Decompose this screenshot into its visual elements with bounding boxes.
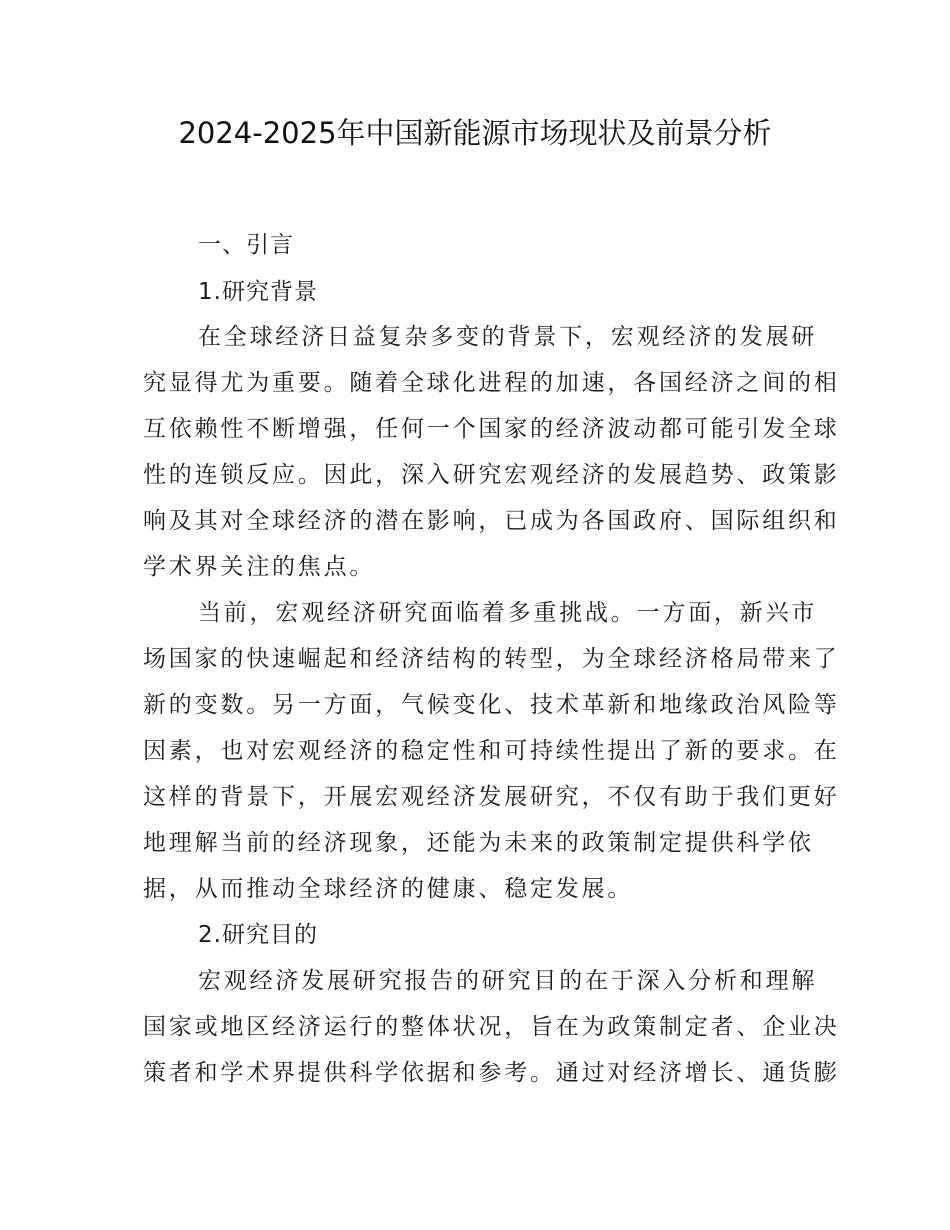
paragraph-line: 学术界关注的焦点。 — [143, 554, 376, 580]
paragraph-line: 当前，宏观经济研究面临着多重挑战。一方面，新兴市 — [198, 600, 818, 626]
paragraph-line: 互依赖性不断增强，任何一个国家的经济波动都可能引发全球 — [143, 416, 840, 442]
paragraph-line: 地理解当前的经济现象，还能为未来的政策制定提供科学依 — [143, 830, 814, 856]
paragraph-line: 国家或地区经济运行的整体状况，旨在为政策制定者、企业决 — [143, 1014, 840, 1040]
paragraph-line: 性的连锁反应。因此，深入研究宏观经济的发展趋势、政策影 — [143, 462, 840, 488]
paragraph-line: 宏观经济发展研究报告的研究目的在于深入分析和理解 — [198, 968, 818, 994]
subsection-heading-purpose: 2.研究目的 — [198, 922, 318, 948]
document-title: 2024-2025年中国新能源市场现状及前景分析 — [178, 116, 772, 150]
section-heading-introduction: 一、引言 — [198, 232, 294, 258]
paragraph-line: 新的变数。另一方面，气候变化、技术革新和地缘政治风险等 — [143, 692, 840, 718]
paragraph-line: 这样的背景下，开展宏观经济发展研究，不仅有助于我们更好 — [143, 784, 840, 810]
paragraph-line: 据，从而推动全球经济的健康、稳定发展。 — [143, 876, 634, 902]
paragraph-line: 在全球经济日益复杂多变的背景下，宏观经济的发展研 — [198, 324, 818, 350]
paragraph-line: 场国家的快速崛起和经济结构的转型，为全球经济格局带来了 — [143, 646, 840, 672]
paragraph-line: 策者和学术界提供科学依据和参考。通过对经济增长、通货膨 — [143, 1060, 840, 1086]
paragraph-line: 究显得尤为重要。随着全球化进程的加速，各国经济之间的相 — [143, 370, 840, 396]
subsection-heading-background: 1.研究背景 — [198, 279, 318, 305]
paragraph-line: 因素，也对宏观经济的稳定性和可持续性提出了新的要求。在 — [143, 738, 840, 764]
paragraph-line: 响及其对全球经济的潜在影响，已成为各国政府、国际组织和 — [143, 508, 840, 534]
